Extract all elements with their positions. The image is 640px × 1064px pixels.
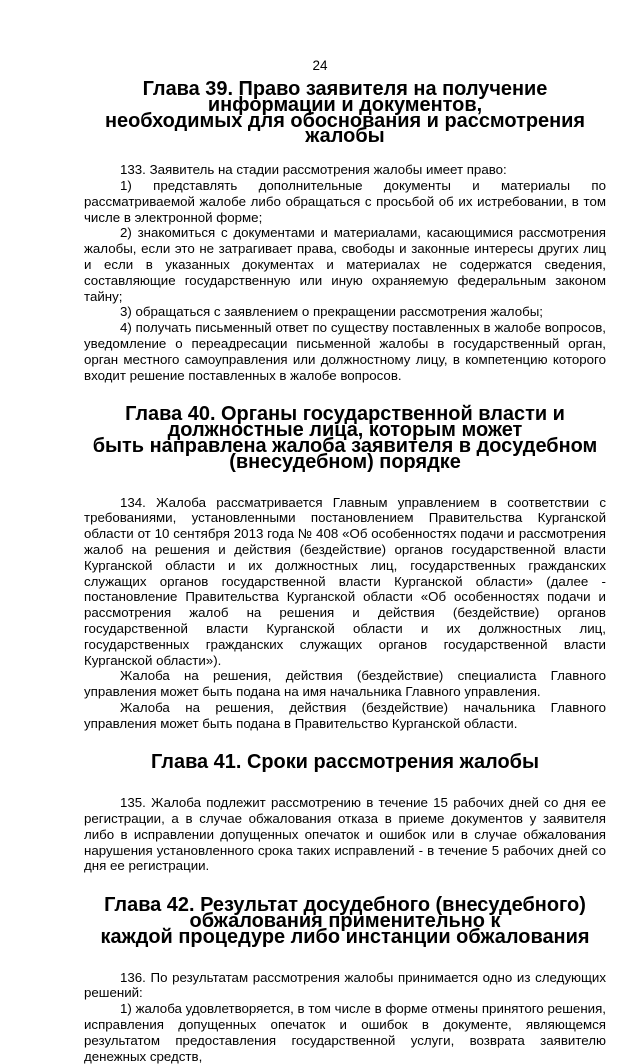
heading-line: Глава 40. Органы государственной власти и должностные лица, которым может xyxy=(125,403,565,442)
heading-line: Глава 39. Право заявителя на получение информации и документов, xyxy=(142,78,548,116)
chapter-40 xyxy=(84,403,606,731)
paragraph: 134. Жалоба рассматривается Главным управлением в соответствии с требованиями, установленными постановлением Правительства Курганской области от 10 сентября 2013 года № 408 «Об особенностях подачи и рассмотрения жалоб на решения и действия (бездействие) органов государственной власти Курганской области и их должностных лиц, государственных гражданских служащих органов государственной власти Курганской области» (далее - постановление Правительства Курганской области «Об особенностях подачи и рассмотрения жалоб на решения и действия (бездействие) органов государственной власти Курганской области и их должностных лиц, государственных гражданских служащих органов государственной власти Курганской области»). xyxy=(84,494,606,668)
heading-line: Глава 41. Сроки рассмотрения жалобы xyxy=(151,751,539,774)
paragraph: 3) обращаться с заявлением о прекращении рассмотрения жалобы; xyxy=(120,304,543,320)
paragraph: 133. Заявитель на стадии рассмотрения жалобы имеет право: xyxy=(120,162,507,178)
chapter-39-heading xyxy=(84,78,606,148)
heading-line: Глава 42. Результат досудебного (внесудебного) обжалования применительно к xyxy=(104,894,586,933)
document-body xyxy=(84,78,606,1064)
chapter-39 xyxy=(84,78,606,383)
paragraph: 135. Жалоба подлежит рассмотрению в течение 15 рабочих дней со дня ее регистрации, а в случае обжалования отказа в приеме документов у заявителя либо в исправлении допущенных опечаток и ошибок или в случае обжалования нарушения установленного срока таких исправлений - в течение 5 рабочих дней со дня ее регистрации. xyxy=(84,795,606,874)
chapter-40-heading xyxy=(84,403,606,473)
paragraph: Жалоба на решения, действия (бездействие) специалиста Главного управления может быть подана на имя начальника Главного управления. xyxy=(84,668,606,700)
heading-line: каждой процедуре либо инстанции обжалования xyxy=(100,925,590,948)
paragraph: 1) представлять дополнительные документы и материалы по рассматриваемой жалобе либо обращаться с просьбой об их истребовании, в том числе в электронной форме; xyxy=(84,177,606,225)
heading-line: быть направлена жалоба заявителя в досудебном (внесудебном) порядке xyxy=(92,434,598,473)
page-number: 24 xyxy=(312,58,328,73)
paragraph: 4) получать письменный ответ по существу поставленных в жалобе вопросов, уведомление о переадресации письменной жалобы в государственный орган, орган местного самоуправления или должностному лицу, в компетенцию которого входит решение поставленных в жалобе вопросов. xyxy=(84,320,606,383)
heading-line: необходимых для обоснования и рассмотрения жалобы xyxy=(104,109,586,148)
chapter-41-heading xyxy=(84,751,606,774)
paragraph: 136. По результатам рассмотрения жалобы принимается одно из следующих решений: xyxy=(84,969,606,1001)
paragraph: 1) жалоба удовлетворяется, в том числе в форме отмены принятого решения, исправления допущенных опечаток и ошибок в документе, являющемся результатом предоставления государственной услуги, возврата заявителю денежных средств, xyxy=(84,1001,606,1064)
chapter-41 xyxy=(84,751,606,874)
paragraph: 2) знакомиться с документами и материалами, касающимися рассмотрения жалобы, если это не затрагивает права, свободы и законные интересы других лиц и если в указанных документах и материалах не содержатся сведения, составляющие государственную или иную охраняемую федеральным законом тайну; xyxy=(84,225,606,304)
chapter-42-heading xyxy=(84,894,606,948)
paragraph: Жалоба на решения, действия (бездействие) начальника Главного управления может быть подана в Правительство Курганской области. xyxy=(84,699,606,731)
chapter-42 xyxy=(84,894,606,1064)
